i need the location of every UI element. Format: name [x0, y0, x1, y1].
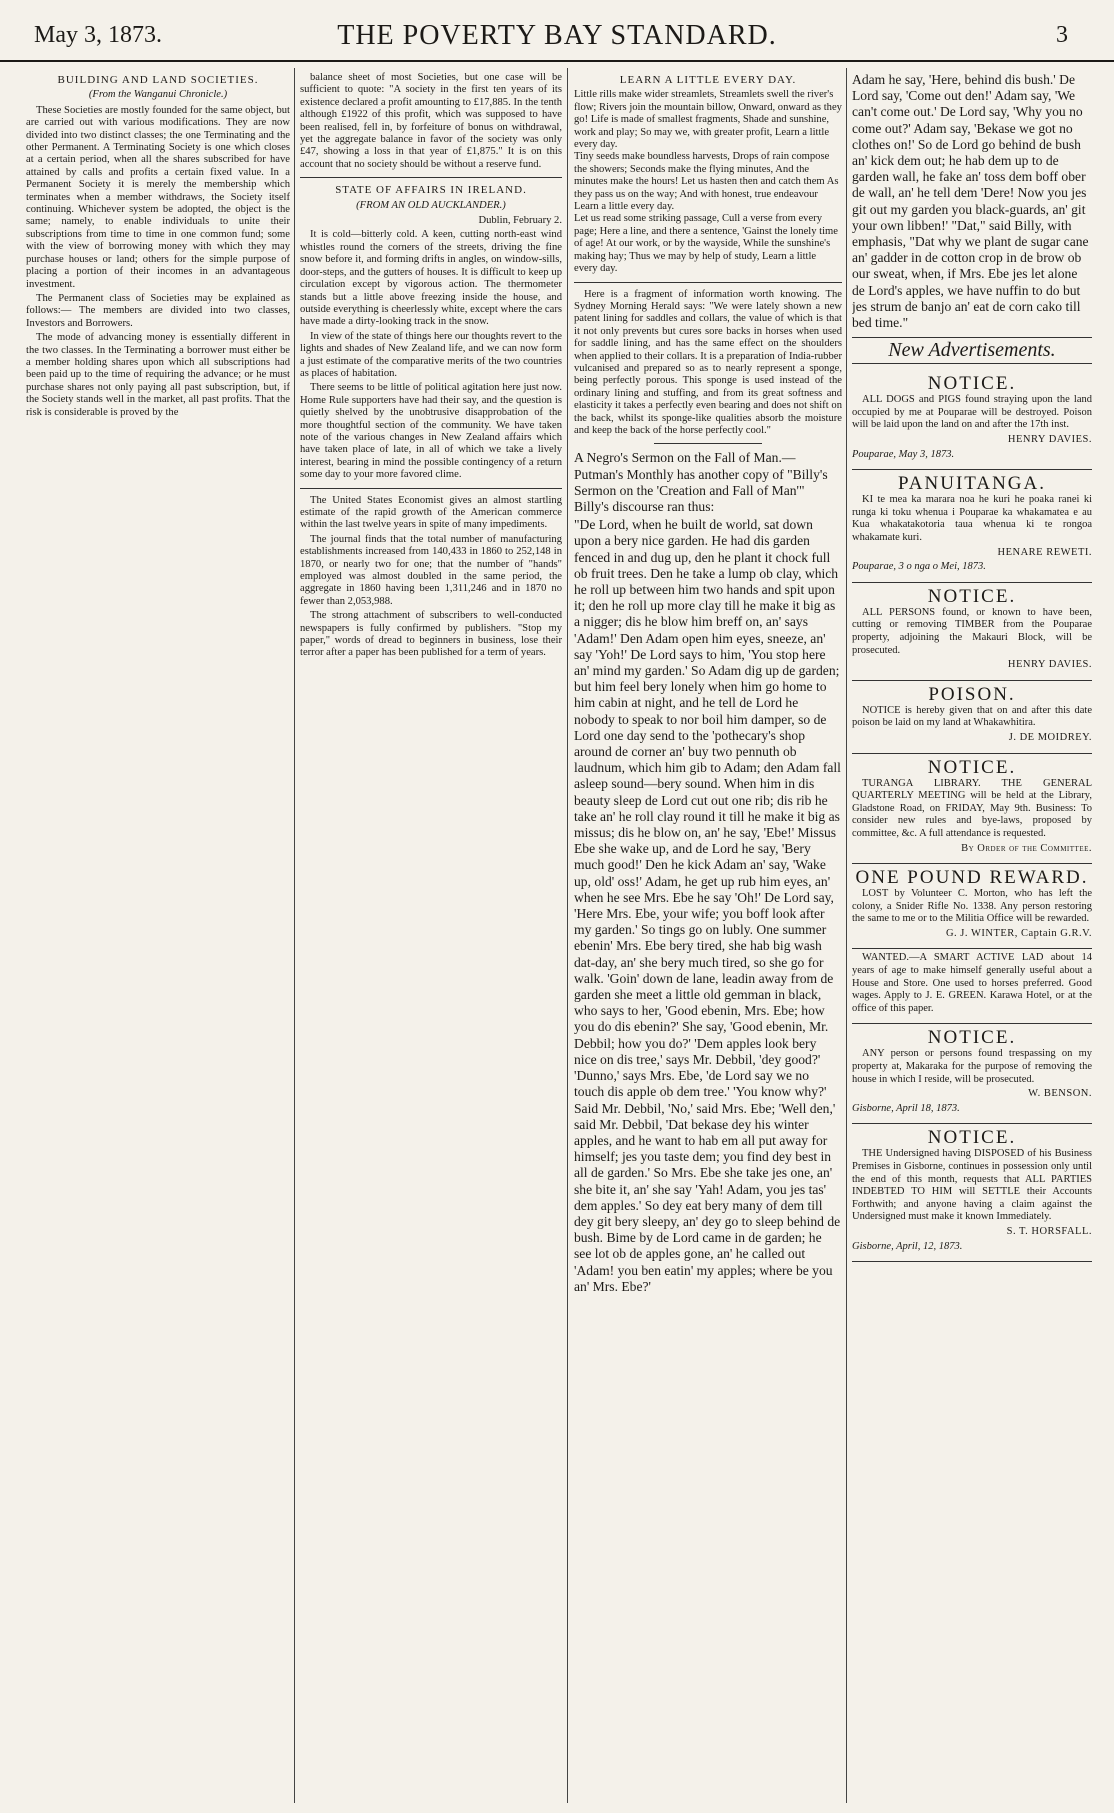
advertisement	[852, 470, 1092, 583]
ad-signature: HENRY DAVIES.	[1007, 434, 1092, 446]
ad-signature: G. J. WINTER, Captain G.R.V.	[945, 927, 1092, 939]
ad-body: ALL DOGS and PIGS found straying upon the land occupied by me at Pouparae will be destroyed. Poison will be laid upon the land on and after the 17th inst.	[852, 394, 1092, 431]
sermon-article	[574, 450, 842, 1295]
article-paragraph: Adam he say, 'Here, behind dis bush.' De Lord say, 'Come out den!' Adam say, 'We can't come out.' De Lord say, 'Why you no come out?' Adam say, 'Bekase we got no clothes on!' So de Lord go behind de bush an' kick dem out; he hab dem up to de garden wall, he fake an' toss dem boff ober de wall, an' he tell dem 'Dere! Now you jes git out my garden you black-guards, an' git your own libben!' "Dat," said Billy, with emphasis, "Dat why we plant de sugar cane an' gadder in de cotton crop in de brow ob our sweat, when, if Mrs. Ebe jes let alone de Lord's apples, we have nuffin to do but jes strum de banjo an' eat de corn cako till bed time."	[852, 72, 1089, 331]
article-paragraph: There seems to be little of political agitation here just now. Home Rule supporters have had their say, and the question is quietly shelved by the unobtrusive disapprobation of the more thoughtful section of the community. We have taken note of the various changes in New Zealand affairs which have taken place of late, in all of which we take a lively interest, bearing in mind the possible contingency of a return some day to your more favored clime.	[300, 382, 562, 481]
article-heading: STATE OF AFFAIRS IN IRELAND.	[335, 184, 527, 197]
poem-stanza: Let us read some striking passage, Cull a verse from every page; Here a line, and there a sentence, 'Gainst the lonely time of age! At our work, or by the wayside, While the sunshine's making hay; Thus we may by help of study, Learn a little every day.	[574, 213, 838, 275]
section-separator	[852, 337, 1092, 338]
article-paragraph: These Societies are mostly founded for the same object, but are carried out with various modifications. They are now divided into two distinct classes; the one Terminating and the other Permanent. A Terminating Society is one which closes at a certain period, when all the shares subscribed for have attained by calls and profits a certain fixed value. In a Permanent Society it is merely the membership which terminates when a member withdraws, the Society itself continuing. Whichever system be adopted, the object is the same; namely, to enable individuals to unite their subscriptions from time to time in one common fund; some with the view of borrowing money with which they may purchase houses or land; others for the simple purpose of placing a portion of their incomes in an advantageous investment.	[26, 104, 290, 290]
ad-title: NOTICE.	[927, 1127, 1017, 1149]
ad-signature: J. DE MOIDREY.	[1008, 731, 1092, 743]
article-paragraph: The strong attachment of subscribers to well-conducted newspapers is fully confirmed by publishers. "Stop my paper," words of dread to beginners in business, lose their terror after a paper has been published for a term of years.	[300, 610, 562, 659]
article-paragraph: Here is a fragment of information worth knowing. The Sydney Morning Herald says: "We were lately shown a new patent lining for saddles and collars, the value of which is that it not only prevents but cures sore backs in horses when used for saddle lining, and has the same effect on the shoulders when applied to their collars. It is a preparation of India-rubber vulcanised and prepared so as to nearly represent a sponge, being perfectly porous. This sponge is used instead of the ordinary lining and stuffing, and from its great softness and elasticity it takes a perfectly even bearing and does not shift on the back, whilst its sponge-like qualities absorb the moisture and keep the back of the horse perfectly cool."	[574, 288, 842, 436]
article-paragraph: It is cold—bitterly cold. A keen, cutting north-east wind whistles round the corners of the streets, driving the fine snow before it, and forming drifts in angles, on window-sills, door-steps, and the gutters of houses. It is difficult to keep up circulation except by vigorous action. The thermometer stands but a little above freezing inside the house, and outside everything is cheerlessly white, except where the cars have made a dirty-looking track in the snow.	[300, 229, 562, 328]
ad-body: THE Undersigned having DISPOSED of his Business Premises in Gisborne, continues in possession only until the end of this month, requests that ALL PARTIES INDEBTED TO HIM will SETTLE their Accounts Forthwith; and anyone having a claim against the Undersigned must make it known Immediately.	[852, 1148, 1092, 1223]
ad-dateline: Pouparae, May 3, 1873.	[852, 448, 955, 460]
column-3	[574, 72, 842, 1800]
page-number: 3	[1056, 22, 1068, 48]
advertisement	[852, 949, 1092, 1024]
ad-body: ANY person or persons found trespassing on my property at, Makaraka for the purpose of removing the house in which I reside, will be prosecuted.	[852, 1048, 1092, 1085]
ad-body: NOTICE is hereby given that on and after this date poison be laid on my land at Whakawhitira.	[852, 704, 1092, 729]
ad-signature: W. BENSON.	[1028, 1088, 1092, 1100]
column-divider	[567, 68, 568, 1803]
column-divider	[846, 68, 847, 1803]
section-separator	[852, 363, 1092, 364]
ad-signature: HENARE REWETI.	[997, 546, 1092, 558]
article-separator	[300, 177, 562, 178]
poem-stanza: Little rills make wider streamlets, Streamlets swell the river's flow; Rivers join the mountain billow, Onward, onward as they go! Life is made of smallest fragments, Shade and sunshine, work and play; So may we, with greater profit, Learn a little every day.	[574, 89, 842, 151]
ad-dateline: Gisborne, April 18, 1873.	[852, 1102, 960, 1114]
article-paragraph: The mode of advancing money is essentially different in the two classes. In the Terminating a borrower must either be a member holding shares upon which all subscriptions had been paid up to the time of requiring the advance; or he must purchase shares not only paying all past subscription, but, if the Society stands well in the market, all past profits. That the risk is considerable is proved by the	[26, 332, 290, 418]
ad-title: NOTICE.	[927, 585, 1017, 607]
ad-title: PANUITANGA.	[897, 473, 1047, 495]
column-4	[852, 72, 1092, 1800]
column-divider	[294, 68, 295, 1803]
masthead	[0, 0, 1114, 62]
ad-body: KI te mea ka marara noa he kuri he poaka ranei ki runga ki toku whenua i Pouparae ka whakamatea e au Kua whakatakotoria taua whenua ki te rongoa whakamate kuri.	[852, 494, 1092, 543]
column-1	[26, 72, 290, 1800]
ad-title: NOTICE.	[927, 1027, 1017, 1049]
article-separator	[654, 443, 761, 444]
article-separator	[300, 488, 562, 489]
ad-signature: S. T. HORSFALL.	[1006, 1225, 1092, 1237]
article-paragraph: The journal finds that the total number of manufacturing establishments increased from 140,433 in 1860 to 252,148 in 1870, or nearly two for one; that the number of "hands" employed was almost doubled in the same period, the aggregate in 1860 having been 1,311,246 and in 1870 no fewer than 2,053,988.	[300, 533, 562, 607]
article-separator	[574, 282, 842, 283]
ad-body: ALL PERSONS found, or known to have been, cutting or removing TIMBER from the Pouparae property, adjoining the Makauri Block, will be prosecuted.	[852, 606, 1092, 656]
advertisement	[852, 754, 1092, 865]
advertisement	[852, 864, 1092, 949]
newspaper-title: THE POVERTY BAY STANDARD.	[337, 20, 777, 51]
ad-body: TURANGA LIBRARY. THE GENERAL QUARTERLY MEETING will be held at the Library, Gladstone Road, on FRIDAY, May 9th. Business: To consider new rules and bye-laws, proposed by committee, &c. A full attendance is requested.	[852, 777, 1092, 839]
article-paragraph: The United States Economist gives an almost startling estimate of the rapid growth of the American commerce within the last twelve years in spite of many impediments.	[300, 494, 562, 531]
article-heading: A Negro's Sermon on the Fall of Man.—Putman's Monthly has another copy of "Billy's Sermon on the 'Creation and Fall of Man'" Billy's discourse ran thus:	[574, 450, 828, 514]
advertisement	[852, 370, 1092, 470]
article-paragraph: In view of the state of things here our thoughts revert to the lights and shades of New Zealand life, and we can now form a just estimate of the comparative merits of the two countries as places of habitation.	[300, 330, 562, 379]
dateline: Dublin, February 2.	[478, 215, 562, 227]
article-paragraph: The Permanent class of Societies may be explained as follows:— The members are divided into two classes, Investors and Borrowers.	[26, 292, 290, 329]
advertisement	[852, 583, 1092, 681]
ad-signature: By Order of the Committee.	[961, 842, 1092, 854]
advertisement	[852, 681, 1092, 754]
issue-date: May 3, 1873.	[34, 22, 162, 48]
advertisements-heading: New Advertisements.	[888, 339, 1056, 362]
poem-title: LEARN A LITTLE EVERY DAY.	[619, 74, 797, 86]
article-source: (From the Wanganui Chronicle.)	[88, 89, 228, 101]
ad-title: POISON.	[928, 683, 1016, 705]
ad-signature: HENRY DAVIES.	[1007, 659, 1092, 671]
ad-title: NOTICE.	[927, 756, 1017, 778]
poem	[574, 89, 842, 275]
article-source: (FROM AN OLD AUCKLANDER.)	[356, 199, 506, 211]
advertisement	[852, 1124, 1092, 1262]
advertisement	[852, 1024, 1092, 1124]
article-paragraph: balance sheet of most Societies, but one case will be sufficient to quote: "A society in the first ten years of its existence declared a profit amounting to £17,885. In the tenth although £1922 of this profit, which was supposed to have been realised, fell in, by forfeiture of bonus on withdrawal, yet the aggregate balance in favor of the society was only £47, showing a loss in that year of £1,875." It is on this account that no society should be without a reserve fund.	[300, 72, 562, 170]
ad-dateline: Pouparae, 3 o nga o Mei, 1873.	[852, 561, 986, 573]
ad-body: LOST by Volunteer C. Morton, who has left the colony, a Snider Rifle No. 1338. Any person restoring the same to me or to the Militia Office will be rewarded.	[852, 888, 1092, 925]
column-2	[300, 72, 562, 1800]
ad-dateline: Gisborne, April, 12, 1873.	[852, 1240, 963, 1252]
ad-body: WANTED.—A SMART ACTIVE LAD about 14 years of age to make himself generally useful about a House and Store. One used to horses preferred. Good wages. Apply to J. E. GREEN. Karawa Hotel, or at the office of this paper.	[852, 952, 1092, 1014]
article-paragraph: "De Lord, when he built de world, sat down upon a bery nice garden. He had dis garden fenced in and dug up, den he plant it chock full ob fruit trees. Den he take a lump ob clay, which he roll up between him two hands and spit upon it; den he roll up more clay till he make it big as a nigger; dis he blow him breff on, an' says 'Adam!' Den Adam open him eyes, sneeze, an' say 'Yoh!' De Lord says to him, 'You stop here an' mind my garden.' So Adam dig up de garden; but him feel bery lonely when him go home to him cabin at night, and he tell de Lord he nobody to speak to nor boil him damper, so de Lord one day send to the 'pothecary's shop around de corner an' buy two pennuth ob laudnum, which him gib to Adam; den Adam fall asleep sound—bery sound. When him in dis beauty sleep de Lord cut out one rib; dis rib he take an' he roll clay round it till he make it big as missus; dis he blow on, an' he say, 'Ebe!' Missus Ebe she wake up, and de Lord he say, 'Bery much good!' Den he kick Adam an' say, 'Wake up, old' oss!' Adam, he get up rub him eyes, an' when he see Mrs. Ebe he say 'Oh!' De Lord say, 'Here Mrs. Ebe, your wife; you boff look after my garden.' So tings go on lubly. One summer ebenin' Mrs. Ebe bery tired, she hab big wash dat-day, an' she bery much tired, so she go for walk. 'Goin' down de lane, leadin away from de garden she meet a little old gemman in black, who says to her, 'Good ebenin, Mrs. Ebe; how you do dis ebenin?' She say, 'Good ebenin, Mr. Debbil; how you do?' 'Dem apples look bery nice on dis tree,' says Mr. Debbil, 'dey good?' 'Dunno,' says Mrs. Ebe, 'de Lord say we no touch dis apple ob dem tree.' 'You know why?' Said Mr. Debbil, 'No,' said Mrs. Ebe; 'Well den,' said Mr. Debbil, 'Dat bekase dey his winter apples, and he want to hab em all put away for himself; jes you taste dem; you find dey best in all de garden.' So Mrs. Ebe she take jes one, an' she bite it, an' she say 'Yah! Adam, you jes tas' dem apples.' So dey eat bery many of dem till dey git bery sleepy, an' dey go to sleep behind de bush. Bime by de Lord came in de garden; he see lot ob de apples gone, an' he called out 'Adam! you ben eatin' my apples; where be you an' Mrs. Ebe?'	[574, 517, 841, 1294]
sermon-continuation	[852, 72, 1092, 331]
ad-title: ONE POUND REWARD.	[855, 867, 1089, 889]
poem-stanza: Tiny seeds make boundless harvests, Drops of rain compose the showers; Seconds make the flying minutes, And the minutes make the hours! Let us hasten then and catch them As they pass us on the way; And with honest, true endeavour Learn a little every day.	[574, 151, 839, 213]
article-heading: BUILDING AND LAND SOCIETIES.	[57, 74, 259, 86]
ad-title: NOTICE.	[927, 373, 1017, 395]
